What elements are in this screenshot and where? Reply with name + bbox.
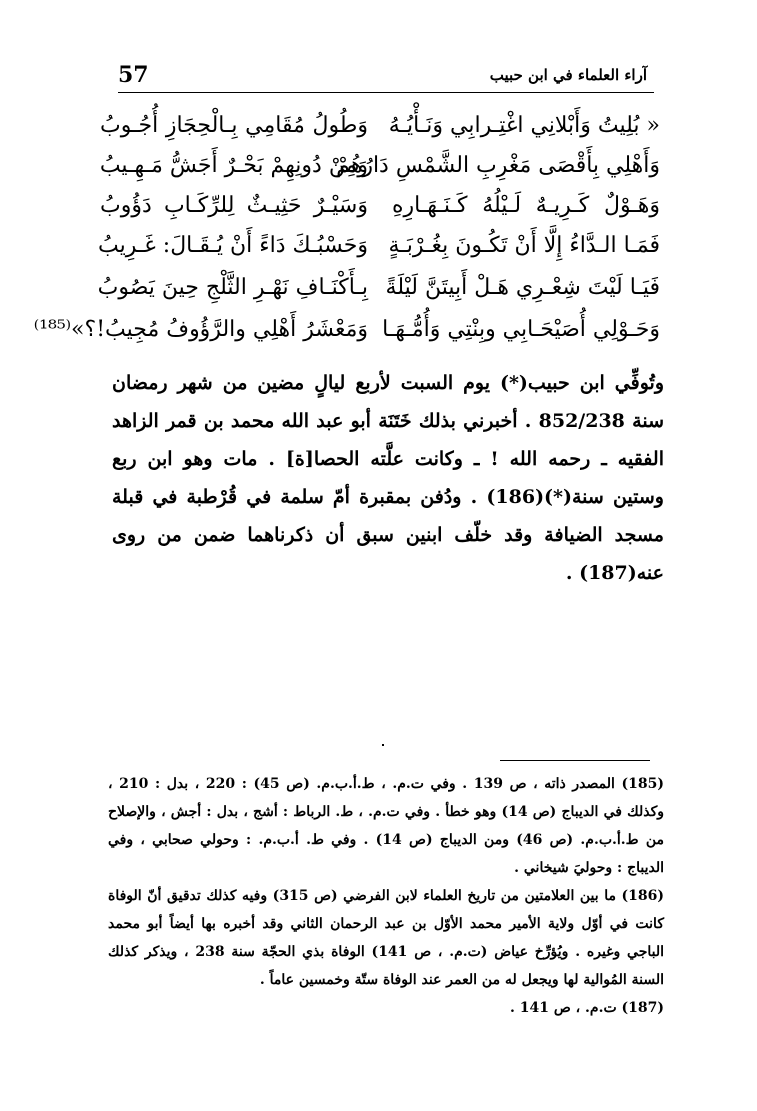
verse-first-hemistich: وَحَـوْلِي أُصَيْحَـابِي وبِنْتِي وَأُمُّـهَـا [382, 317, 660, 342]
verse-first-hemistich: فَيَـا لَيْتَ شِعْـرِي هَـلْ أَبِيتَنَّ لَيْلَةً [385, 275, 660, 300]
verse-first-hemistich: « بُلِيتُ وَأَبْلانِي اغْتِـرابِي وَنَـأْيُـهُ [388, 113, 660, 138]
body-text: وتُوفِّي ابن حبيب(*) يوم السبت لأربع ليالٍ مضين من شهر رمضان سنة 852/238 . أخبرني بذلك خَتَنَة أبو عبد الله محمد بن قمر الزاهد الفقيه ـ رحمه الله ! ـ وكانت علَّته الحصا[ة] . مات وهو ابن ربع وستين سنة(*)(186) . ودُفن بمقبرة أمّ سلمة في قُرْطبة في قبلة مسجد الضيافة وقد خلّف ابنين سبق أن ذكرناهما ضمن من روى عنه(187) . [112, 372, 664, 584]
footnote-185: (185) المصدر ذاته ، ص 139 . وفي ت.م. ، ط.أ.ب.م. (ص 45) : 220 ، بدل : 210 ، وكذلك في الديباج (ص 14) وهو خطأ . وفي ت.م. ، ط. الرباط : أشج ، بدل : أجش ، والإصلاح من ط.أ.ب.م. (ص 46) ومن الديباج (ص 14) . وفي ط. أ.ب.م. : وحولي صحابي ، وفي الديباج : وحوليَ شيخاني . [108, 776, 664, 876]
verse-second-hemistich: بِـأَكْنَـافِ نَهْـرِ الثَّلْجِ حِينَ يَصُوبُ [97, 275, 368, 300]
footnote-rule [500, 760, 650, 761]
verse-line [97, 226, 660, 266]
verse-line [100, 106, 660, 146]
header-rule [118, 92, 654, 93]
verse-first-hemistich: وَهَـوْلٌ كَـرِيـهٌ لَـيْلُهُ كَـنَـهَـارِهِ [392, 193, 660, 218]
footnote-186: (186) ما بين العلامتين من تاريخ العلماء لابن الفرضي (ص 315) وفيه كذلك تدقيق أنّ الوفاة كانت في أوّل ولاية الأمير محمد الأوّل بن عبد الرحمان الثاني وقد أخبره بها أيضاً أبو محمد الباجي وغيره . ويُؤرِّخ عياض (ت.م. ، ص 141) الوفاة بذي الحجّة سنة 238 ، ويذكر كذلك السنة المُوالية لها ويجعل له من العمر عند الوفاة ستّة وخمسين عاماً . [108, 888, 664, 988]
verse-second-hemistich: وَسَيْـرٌ حَثِيـثٌ لِلرِّكَـابِ دَؤُوبُ [100, 193, 368, 218]
print-speck [382, 744, 384, 746]
verse-line [97, 268, 660, 308]
verse-second-hemistich: وَمَعْشَرُ أَهْلِي والرَّؤُوفُ مُجِيبُ!؟»⁽¹⁸⁵⁾ [33, 317, 368, 342]
verse-line [100, 186, 660, 226]
verse-line [33, 310, 660, 350]
verse-second-hemistich: وَحَسْبُـكَ دَاءً أَنْ يُـقَـالَ: غَـرِيبُ [97, 233, 368, 258]
footnotes [108, 770, 664, 1022]
verse-first-hemistich: وَأَهْلِي بِأَقْصَى مَغْرِبِ الشَّمْسِ دَارُهُمْ [336, 153, 660, 178]
running-title: آراء العلماء في ابن حبيب [489, 66, 647, 84]
body-paragraph [112, 364, 664, 592]
verse-second-hemistich: وَمِنْ دُونِهِمْ بَحْـرٌ أَجَشُّ مَـهِـيبُ [99, 153, 368, 178]
page-number: 57 [118, 62, 149, 88]
verse-line [100, 146, 660, 186]
verse-second-hemistich: وَطُولُ مُقَامِي بِـالْحِجَازِ أُجُـوبُ [100, 113, 368, 138]
verse-first-hemistich: فَمَـا الـدَّاءُ إِلَّا أَنْ تَكُـونَ بِغُـرْبَـةٍ [388, 233, 660, 258]
footnote-187: (187) ت.م. ، ص 141 . [509, 1000, 664, 1016]
